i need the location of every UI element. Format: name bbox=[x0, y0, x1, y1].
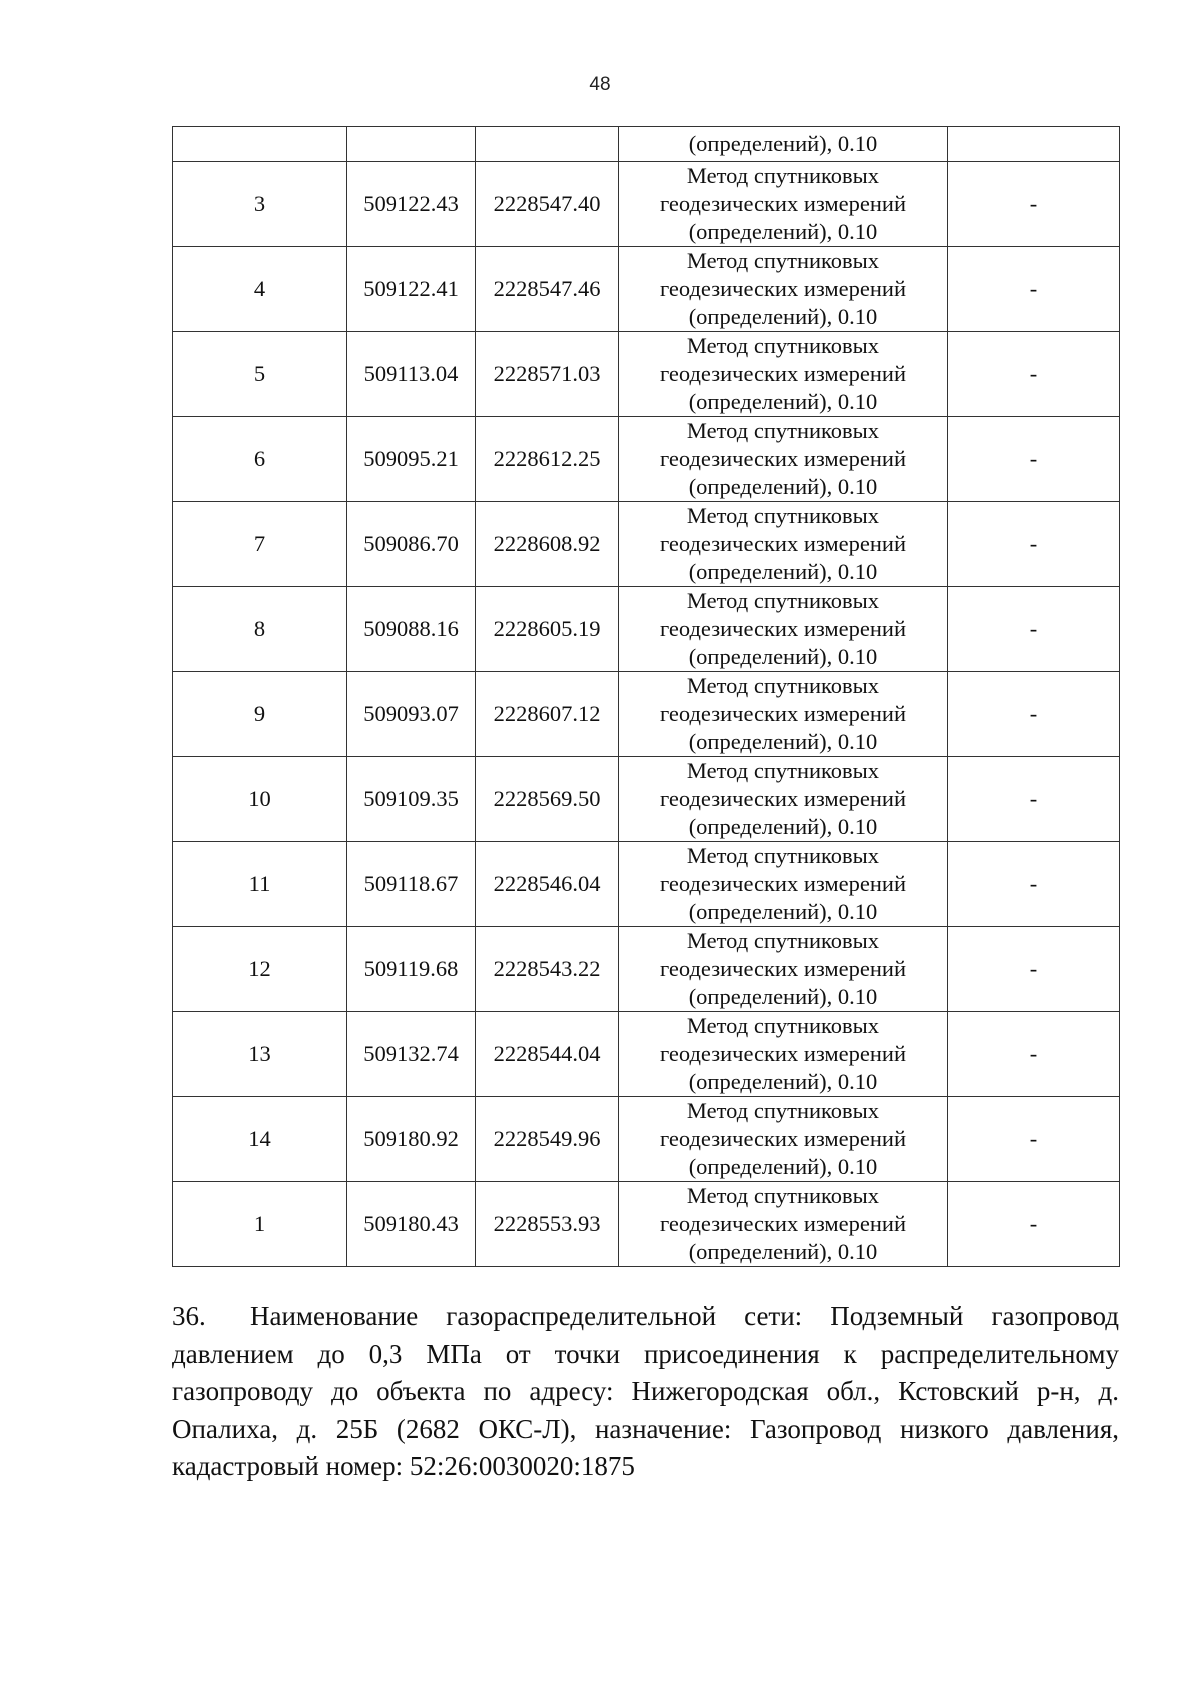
method-line: (определений), 0.10 bbox=[688, 1154, 878, 1179]
method-line: (определений), 0.10 bbox=[688, 559, 878, 584]
cell-note: - bbox=[948, 587, 1120, 672]
cell-method bbox=[619, 672, 948, 757]
method-line: геодезических измерений bbox=[659, 616, 907, 641]
cell-y: 2228549.96 bbox=[476, 1097, 619, 1182]
cell-point-number: 9 bbox=[173, 672, 347, 757]
method-line: (определений), 0.10 bbox=[688, 984, 878, 1009]
cell-point-number: 1 bbox=[173, 1182, 347, 1267]
section-text: Наименование газораспределительной сети: Подземный газопровод давлением до 0,3 МПа от точки присоединения к распределительному газопроводу до объекта по адресу: Нижегородская обл., Кстовский р-н, д. Опалиха, д. 25Б (2682 ОКС-Л), назначение: Газопровод низкого давления, кадастровый номер: 52:26:0030020:1875 bbox=[172, 1301, 1119, 1481]
table-row bbox=[173, 587, 1120, 672]
method-line: Метод спутниковых bbox=[686, 1183, 880, 1208]
cell-note: - bbox=[948, 417, 1120, 502]
method-line: (определений), 0.10 bbox=[688, 644, 878, 669]
cell-x: 509093.07 bbox=[347, 672, 476, 757]
cell-y: 2228547.46 bbox=[476, 247, 619, 332]
method-line: Метод спутниковых bbox=[686, 588, 880, 613]
cell-x: 509109.35 bbox=[347, 757, 476, 842]
cell-y: 2228607.12 bbox=[476, 672, 619, 757]
method-line: (определений), 0.10 bbox=[688, 389, 878, 414]
cell-method bbox=[619, 1097, 948, 1182]
cell-point-number bbox=[173, 127, 347, 162]
cell-note: - bbox=[948, 332, 1120, 417]
method-line: (определений), 0.10 bbox=[688, 814, 878, 839]
coordinates-table bbox=[172, 126, 1120, 1267]
method-line: Метод спутниковых bbox=[686, 843, 880, 868]
method-line: (определений), 0.10 bbox=[688, 729, 878, 754]
cell-note: - bbox=[948, 672, 1120, 757]
cell-note: - bbox=[948, 842, 1120, 927]
method-line: геодезических измерений bbox=[659, 786, 907, 811]
table-row bbox=[173, 332, 1120, 417]
cell-y: 2228608.92 bbox=[476, 502, 619, 587]
cell-note bbox=[948, 127, 1120, 162]
method-line: (определений), 0.10 bbox=[688, 899, 878, 924]
method-line: Метод спутниковых bbox=[686, 333, 880, 358]
table-row bbox=[173, 1182, 1120, 1267]
method-line: геодезических измерений bbox=[659, 446, 907, 471]
table-row bbox=[173, 502, 1120, 587]
cell-x: 509122.41 bbox=[347, 247, 476, 332]
cell-point-number: 12 bbox=[173, 927, 347, 1012]
cell-note: - bbox=[948, 757, 1120, 842]
method-line: (определений), 0.10 bbox=[688, 474, 878, 499]
method-line: Метод спутниковых bbox=[686, 758, 880, 783]
method-line: (определений), 0.10 bbox=[688, 1239, 878, 1264]
cell-method bbox=[619, 247, 948, 332]
cell-point-number: 14 bbox=[173, 1097, 347, 1182]
cell-point-number: 7 bbox=[173, 502, 347, 587]
cell-note: - bbox=[948, 162, 1120, 247]
method-line: геодезических измерений bbox=[659, 1126, 907, 1151]
table-row-continuation bbox=[173, 127, 1120, 162]
cell-y: 2228569.50 bbox=[476, 757, 619, 842]
method-line: Метод спутниковых bbox=[686, 248, 880, 273]
cell-y: 2228547.40 bbox=[476, 162, 619, 247]
table-row bbox=[173, 927, 1120, 1012]
method-line: Метод спутниковых bbox=[686, 503, 880, 528]
cell-x: 509118.67 bbox=[347, 842, 476, 927]
cell-y: 2228543.22 bbox=[476, 927, 619, 1012]
cell-method bbox=[619, 162, 948, 247]
cell-x: 509086.70 bbox=[347, 502, 476, 587]
cell-y: 2228612.25 bbox=[476, 417, 619, 502]
cell-point-number: 13 bbox=[173, 1012, 347, 1097]
cell-method bbox=[619, 332, 948, 417]
cell-note: - bbox=[948, 1012, 1120, 1097]
method-line: геодезических измерений bbox=[659, 191, 907, 216]
method-line: Метод спутниковых bbox=[686, 163, 880, 188]
cell-x: 509088.16 bbox=[347, 587, 476, 672]
cell-note: - bbox=[948, 1182, 1120, 1267]
cell-x: 509132.74 bbox=[347, 1012, 476, 1097]
cell-method bbox=[619, 927, 948, 1012]
cell-x: 509180.92 bbox=[347, 1097, 476, 1182]
table-row bbox=[173, 1097, 1120, 1182]
method-line: геодезических измерений bbox=[659, 956, 907, 981]
method-line: геодезических измерений bbox=[659, 276, 907, 301]
cell-x bbox=[347, 127, 476, 162]
cell-method bbox=[619, 842, 948, 927]
table-row bbox=[173, 417, 1120, 502]
table-row bbox=[173, 672, 1120, 757]
table-row bbox=[173, 162, 1120, 247]
cell-point-number: 8 bbox=[173, 587, 347, 672]
cell-point-number: 11 bbox=[173, 842, 347, 927]
method-line: геодезических измерений bbox=[659, 531, 907, 556]
section-paragraph bbox=[172, 1298, 1119, 1486]
cell-point-number: 3 bbox=[173, 162, 347, 247]
method-line: Метод спутниковых bbox=[686, 673, 880, 698]
cell-point-number: 6 bbox=[173, 417, 347, 502]
method-line: геодезических измерений bbox=[659, 1211, 907, 1236]
cell-y: 2228571.03 bbox=[476, 332, 619, 417]
cell-method bbox=[619, 502, 948, 587]
cell-x: 509180.43 bbox=[347, 1182, 476, 1267]
page-number: 48 bbox=[589, 74, 611, 95]
table-row bbox=[173, 757, 1120, 842]
method-line: Метод спутниковых bbox=[686, 928, 880, 953]
cell-method bbox=[619, 587, 948, 672]
method-line: Метод спутниковых bbox=[686, 1098, 880, 1123]
cell-note: - bbox=[948, 1097, 1120, 1182]
table-row bbox=[173, 1012, 1120, 1097]
cell-point-number: 4 bbox=[173, 247, 347, 332]
method-line: (определений), 0.10 bbox=[688, 304, 878, 329]
table-row bbox=[173, 247, 1120, 332]
method-line: геодезических измерений bbox=[659, 361, 907, 386]
cell-y: 2228544.04 bbox=[476, 1012, 619, 1097]
method-line: геодезических измерений bbox=[659, 701, 907, 726]
method-line: (определений), 0.10 bbox=[688, 1069, 878, 1094]
cell-method: (определений), 0.10 bbox=[619, 127, 948, 162]
method-line: Метод спутниковых bbox=[686, 418, 880, 443]
cell-y: 2228553.93 bbox=[476, 1182, 619, 1267]
table-row bbox=[173, 842, 1120, 927]
cell-method bbox=[619, 1182, 948, 1267]
cell-x: 509095.21 bbox=[347, 417, 476, 502]
method-line: геодезических измерений bbox=[659, 1041, 907, 1066]
cell-x: 509122.43 bbox=[347, 162, 476, 247]
section-number: 36. bbox=[172, 1301, 206, 1331]
cell-x: 509113.04 bbox=[347, 332, 476, 417]
method-line: геодезических измерений bbox=[659, 871, 907, 896]
method-line: Метод спутниковых bbox=[686, 1013, 880, 1038]
cell-note: - bbox=[948, 927, 1120, 1012]
cell-y bbox=[476, 127, 619, 162]
cell-point-number: 10 bbox=[173, 757, 347, 842]
cell-note: - bbox=[948, 247, 1120, 332]
cell-y: 2228605.19 bbox=[476, 587, 619, 672]
cell-x: 509119.68 bbox=[347, 927, 476, 1012]
method-line: (определений), 0.10 bbox=[688, 219, 878, 244]
cell-method bbox=[619, 1012, 948, 1097]
cell-note: - bbox=[948, 502, 1120, 587]
coordinates-table-body bbox=[173, 127, 1120, 1267]
cell-method bbox=[619, 757, 948, 842]
cell-y: 2228546.04 bbox=[476, 842, 619, 927]
cell-point-number: 5 bbox=[173, 332, 347, 417]
cell-method bbox=[619, 417, 948, 502]
